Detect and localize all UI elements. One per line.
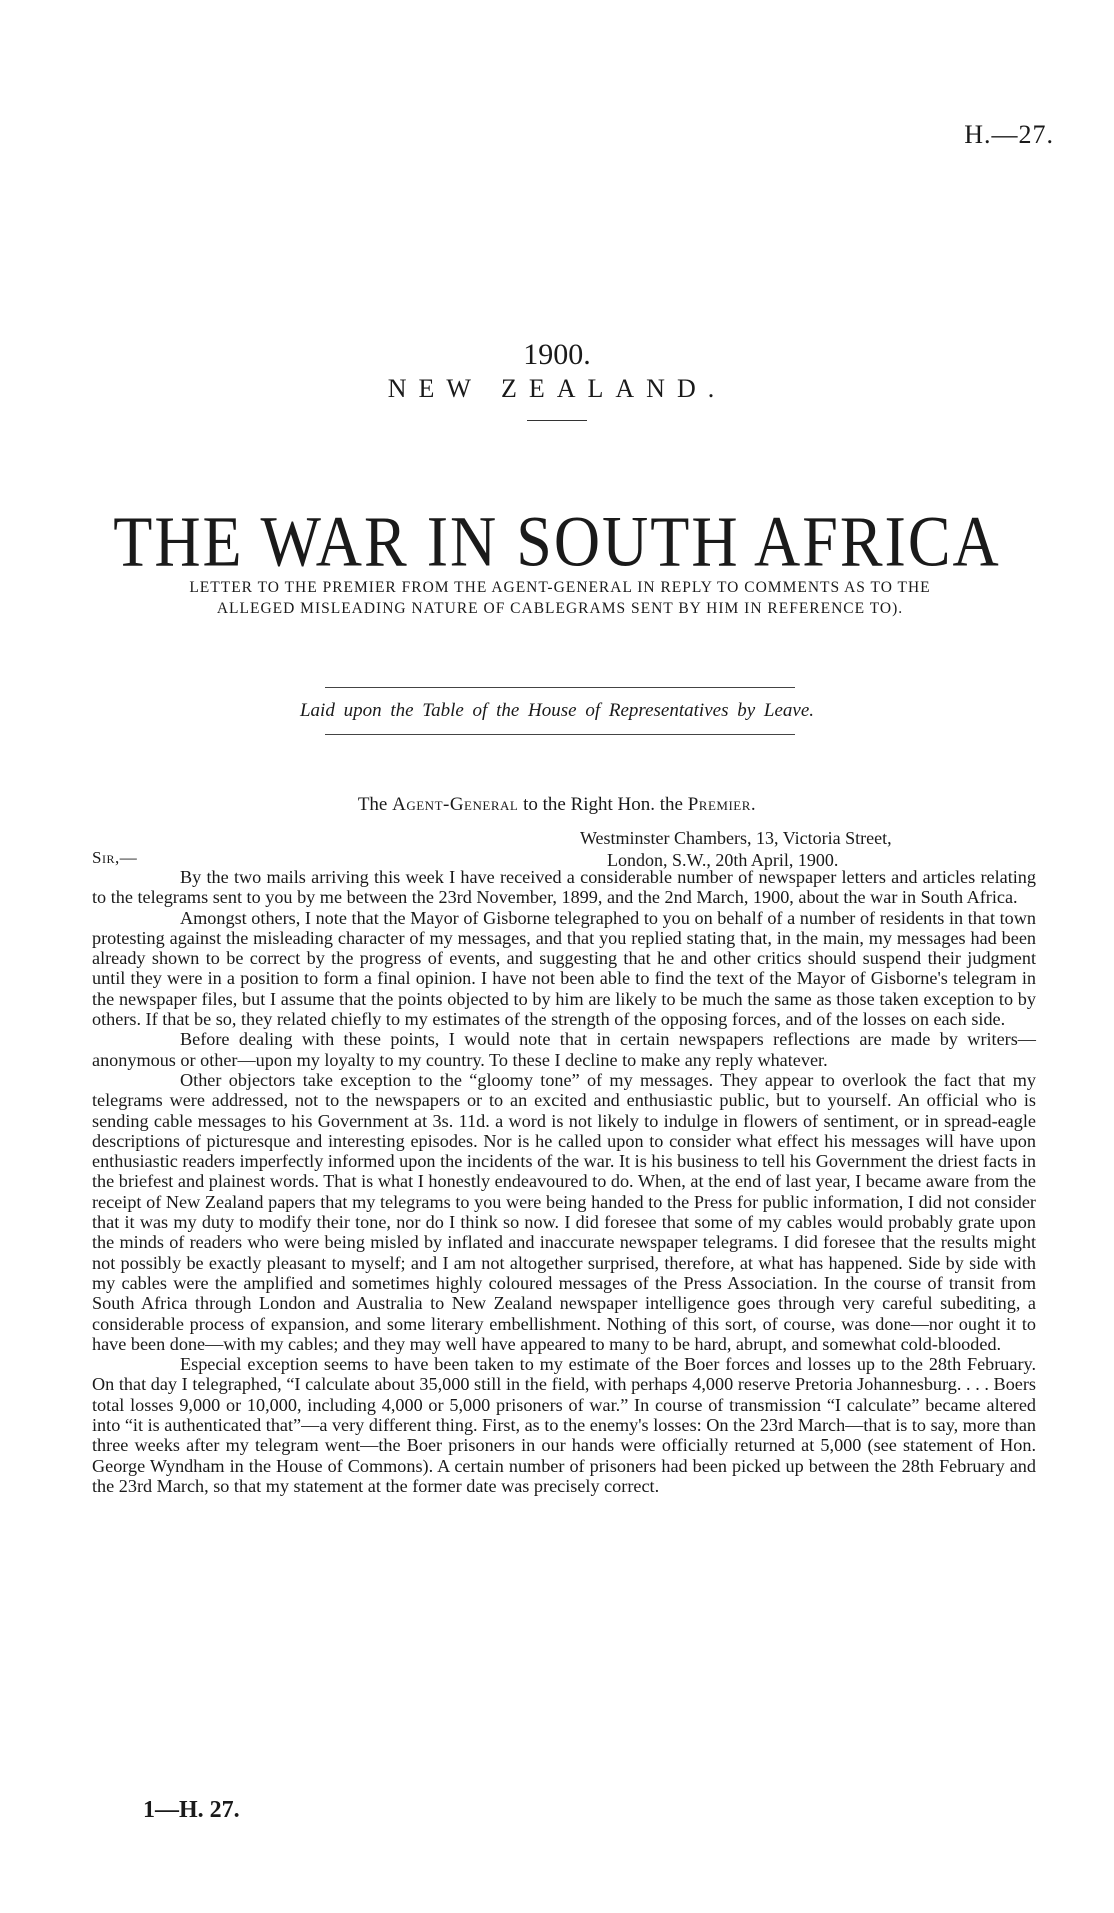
paragraph: Before dealing with these points, I would note that in certain newspapers reflections are made by writers—anonymous or other—upon my loyalty to my country. To these I decline to make any reply whatever. <box>92 1029 1036 1070</box>
paragraph: Other objectors take exception to the “gloomy tone” of my messages. They appear to overlook the fact that my telegrams were addressed, not to the newspapers or to an excited and enthusiastic public, but to yourself. An official who is sending cable messages to his Government at 3s. 11d. a word is not likely to indulge in flowers of sentiment, or in spread-eagle descriptions of picturesque and interesting episodes. Nor is he called upon to consider what effect his messages will have upon enthusiastic readers imperfectly informed upon the incidents of the war. It is his business to tell his Government the driest facts in the briefest and plainest words. That is what I honestly endeavoured to do. When, at the end of last year, I became aware from the receipt of New Zealand papers that my telegrams to you were being handed to the Press for public information, I did not consider that it was my duty to modify their tone, nor do I think so now. I did foresee that some of my cables would probably grate upon the minds of readers who were being misled by inflated and inaccurate newspaper telegrams. I did foresee that the results might not possibly be exactly pleasant to myself; and I am not altogether surprised, therefore, at what has happened. Side by side with my cables were the amplified and sometimes highly coloured messages of the Press Association. In the course of transit from South Africa through London and Australia to New Zealand newspaper intelligence goes through very careful subediting, a considerable process of expansion, and some literary embellishment. Nothing of this sort, of course, was done—nor ought it to have been done—with my cables; and they may well have appeared to many to be hard, abrupt, and somewhat cold-blooded. <box>92 1069 1036 1354</box>
address-line: Westminster Chambers, 13, Victoria Street, <box>580 828 892 848</box>
page-footer: 1—H. 27. <box>143 1797 240 1823</box>
paragraph: Amongst others, I note that the Mayor of Gisborne telegraphed to you on behalf of a number of residents in that town protesting against the misleading character of my messages, and that you replied stating that, in the main, my messages had been already shown to be correct by the progress of events, and suggesting that he and other critics should suspend their judgment until they were in a position to form a final opinion. I have not been able to find the text of the Mayor of Gisborne's telegram in the newspaper files, but I assume that the points objected to by him are likely to be much the same as those taken exception to by others. If that be so, they related chiefly to my estimates of the strength of the opposing forces, and of the losses on each side. <box>92 907 1036 1030</box>
document-subtitle <box>90 577 1030 619</box>
subtitle-line: ALLEGED MISLEADING NATURE OF CABLEGRAMS SENT BY HIM IN REFERENCE TO). <box>216 600 904 617</box>
document-year: 1900. <box>523 338 591 371</box>
subtitle-line: LETTER TO THE PREMIER FROM THE AGENT-GENERAL IN REPLY TO COMMENTS AS TO THE <box>189 579 931 596</box>
heading-prefix: The <box>357 794 388 815</box>
short-divider <box>527 420 587 421</box>
paragraph: Especial exception seems to have been taken to my estimate of the Boer forces and losses up to the 28th February. On that day I telegraphed, “I calculate about 35,000 still in the field, with perhaps 4,000 reserve Pretoria Johannesburg. . . . Boers total losses 9,000 or 10,000, including 4,000 or 5,000 prisoners of war.” In course of transmission “I calculate” became altered into “it is authenticated that”—a very different thing. First, as to the enemy's losses: On the 23rd March—that is to say, more than three weeks after my telegram went—the Boer prisoners in our hands were officially returned at 5,000 (see statement of Hon. George Wyndham in the House of Commons). A certain number of prisoners had been picked up between the 28th February and the 23rd March, so that my statement at the former date was precisely correct. <box>92 1354 1036 1496</box>
country-heading: NEW ZEALAND. <box>387 374 727 403</box>
divider-top <box>325 687 795 688</box>
letter-body <box>92 867 1036 1496</box>
paragraph: By the two mails arriving this week I have received a considerable number of newspaper letters and articles relating to the telegrams sent to you by me between the 23rd November, 1899, and the 2nd March, 1900, about the war in South Africa. <box>92 867 1036 908</box>
divider-bottom <box>325 734 795 735</box>
laid-note: Laid upon the Table of the House of Representatives by Leave. <box>299 700 815 721</box>
document-reference: H.—27. <box>964 120 1054 149</box>
salutation: Sir,— <box>92 848 138 867</box>
sender-address <box>580 827 892 871</box>
heading-recipient: Premier. <box>687 794 757 815</box>
heading-middle: to the Right Hon. the <box>523 794 683 815</box>
heading-sender: Agent-General <box>392 794 519 815</box>
address-line: London, S.W., 20th April, 1900. <box>607 850 839 870</box>
letter-heading <box>0 794 1114 816</box>
document-title: THE WAR IN SOUTH AFRICA <box>113 501 1001 582</box>
